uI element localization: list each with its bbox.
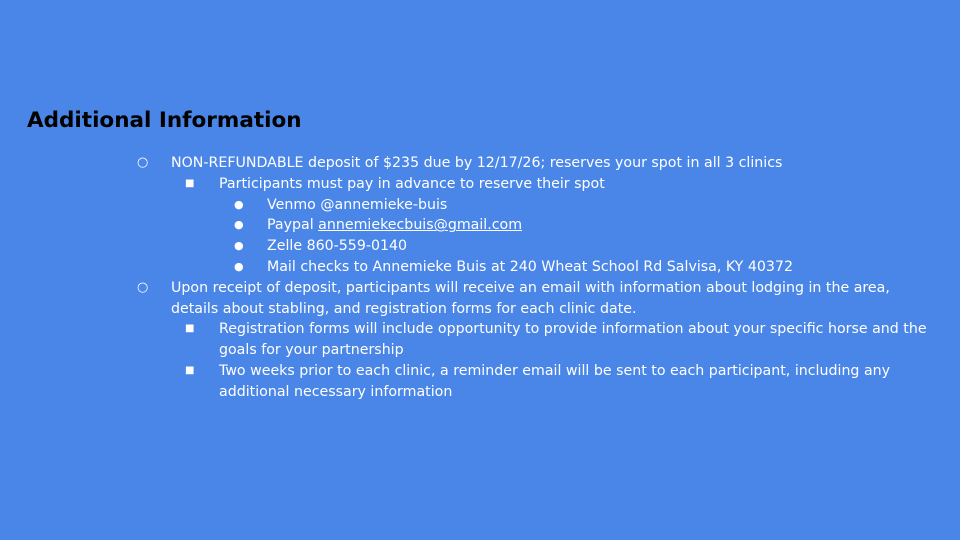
list-item [185,174,931,195]
list-item [234,236,931,257]
list-item-text: Upon receipt of deposit, participants will receive an email with information about lodging in the area, details about stabling, and registration forms for each clinic date. [171,279,890,317]
list-item [137,278,931,320]
list-item [137,153,931,174]
dot-bullet-icon: ● [234,197,244,211]
list-item-text: Two weeks prior to each clinic, a reminder email will be sent to each participant, including any additional necessary information [219,362,891,400]
square-bullet-icon: ■ [185,177,195,189]
slide-title: Additional Information [27,108,302,133]
list-item [185,319,931,361]
dot-bullet-icon: ● [234,218,244,232]
dot-bullet-icon: ● [234,239,244,253]
square-bullet-icon: ■ [185,364,195,376]
square-bullet-icon: ■ [185,323,195,335]
list-item-text: Zelle 860-559-0140 [267,238,408,255]
paypal-label: Paypal [267,217,319,234]
list-item [234,195,931,216]
paypal-email-link[interactable]: annemiekecbuis@gmail.com [318,217,523,234]
list-item [185,361,931,403]
list-item-text: Participants must pay in advance to reserve their spot [219,175,605,192]
list-item-text: Mail checks to Annemieke Buis at 240 Wheat School Rd Salvisa, KY 40372 [267,258,793,275]
list-item [234,215,931,236]
list-item-text: Venmo @annemieke-buis [267,196,448,213]
list-item [234,257,931,278]
list-item-text: NON-REFUNDABLE deposit of $235 due by 12/17/26; reserves your spot in all 3 clinics [171,155,783,171]
circle-bullet-icon: ○ [137,155,149,170]
list-item-text: Registration forms will include opportunity to provide information about your specific horse and the goals for your partnership [219,321,927,359]
dot-bullet-icon: ● [234,259,244,273]
circle-bullet-icon: ○ [137,279,149,295]
bullet-list [0,153,960,403]
